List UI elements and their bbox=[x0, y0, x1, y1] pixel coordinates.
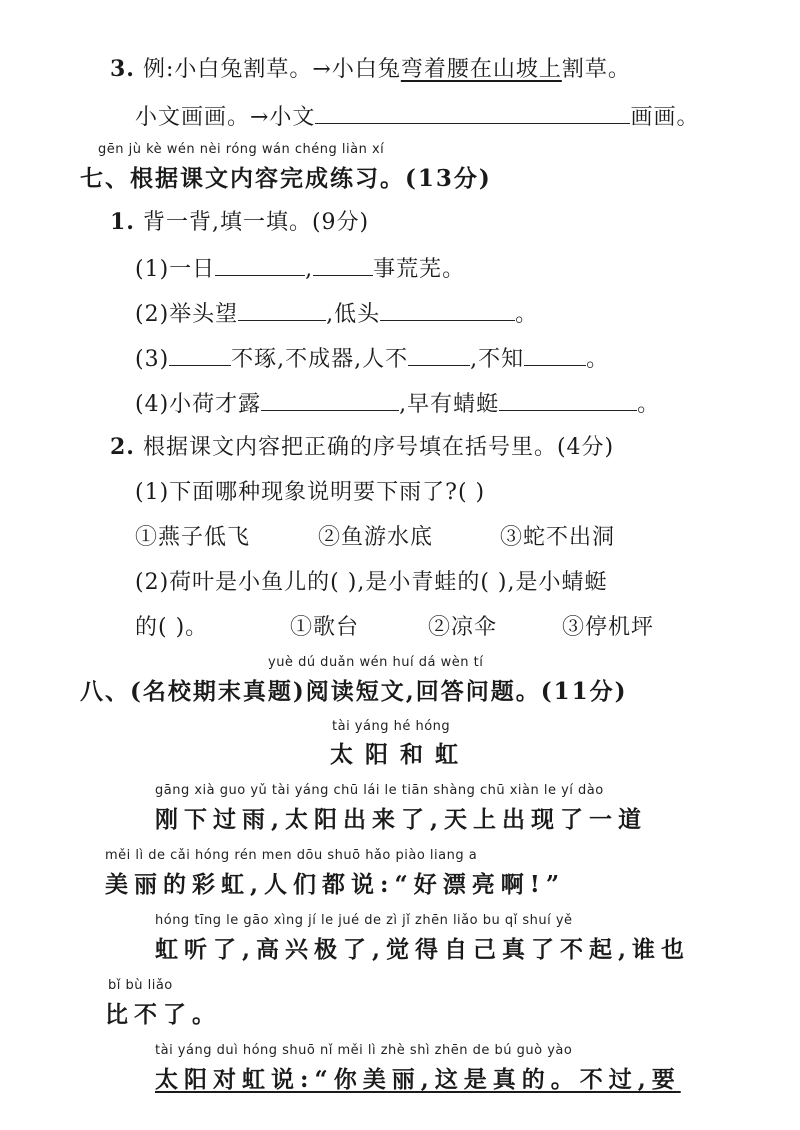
poem-text: 。 bbox=[637, 392, 661, 417]
poem-text: 。 bbox=[586, 347, 610, 372]
s7-q2-part2-line1: (2)荷叶是小鱼儿的( ),是小青蛙的( ),是小蜻蜓 bbox=[135, 570, 608, 595]
poem-text: 。 bbox=[515, 302, 539, 327]
s7-q1-line2 bbox=[135, 297, 538, 328]
story-p2-text: 美丽的彩虹,人们都说:“好漂亮啊!” bbox=[105, 871, 566, 898]
s7-q2-number: 2. bbox=[110, 434, 135, 460]
s7-q2-part2-line2 bbox=[135, 610, 208, 641]
s7-q2-part1: (1)下面哪种现象说明要下雨了?( ) bbox=[135, 480, 486, 505]
story-p3-pinyin: hóng tīng le gāo xìng jí le jué de zì jǐ zhēn liǎo bu qǐ shuí yě bbox=[155, 913, 573, 928]
answer-blank[interactable] bbox=[313, 253, 373, 276]
s7-q1-title bbox=[110, 205, 369, 236]
s8-heading: 八、(名校期末真题)阅读短文,回答问题。(11分) bbox=[80, 678, 628, 705]
s8-pinyin: yuè dú duǎn wén huí dá wèn tí bbox=[268, 655, 484, 670]
poem-text: (1)一日 bbox=[135, 257, 216, 282]
s6-q3-task-text-b: 画画。 bbox=[630, 105, 700, 130]
s7-q2-part1-option-1[interactable]: ①燕子低飞 bbox=[135, 525, 251, 550]
s7-q1-line1 bbox=[135, 252, 465, 283]
s7-q1-line3 bbox=[135, 342, 609, 373]
answer-blank[interactable] bbox=[408, 343, 470, 366]
story-p4-text: 比不了。 bbox=[105, 1001, 221, 1028]
poem-text: 不琢,不成器,人不 bbox=[231, 347, 409, 372]
answer-blank[interactable] bbox=[380, 298, 515, 321]
poem-text: 事荒芜。 bbox=[373, 257, 466, 282]
s7-q2-part2-text: 的( )。 bbox=[135, 615, 209, 640]
s6-q3-answer-blank[interactable] bbox=[315, 101, 630, 124]
s7-q2-title bbox=[110, 430, 614, 461]
poem-text: ,早有蜻蜓 bbox=[399, 392, 500, 417]
s7-q2-part2-option-3[interactable]: ③停机坪 bbox=[562, 615, 655, 640]
s6-q3-example-underlined: 弯着腰在山坡上 bbox=[400, 57, 562, 82]
s7-q1-line4 bbox=[135, 387, 660, 418]
answer-blank[interactable] bbox=[261, 388, 399, 411]
s6-q3-task-text-a: 小文画画。→小文 bbox=[135, 105, 316, 130]
s6-q3-example-text-a: 例:小白兔割草。→小白兔 bbox=[142, 57, 401, 82]
story-p4-pinyin: bǐ bù liǎo bbox=[108, 978, 173, 993]
poem-text: (4)小荷才露 bbox=[135, 392, 262, 417]
story-p1-pinyin: gāng xià guo yǔ tài yáng chū lái le tiān shàng chū xiàn le yí dào bbox=[155, 783, 604, 798]
answer-blank[interactable] bbox=[169, 343, 231, 366]
answer-blank[interactable] bbox=[238, 298, 326, 321]
poem-text: ,不知 bbox=[470, 347, 525, 372]
story-p5-underlined: 太阳对虹说:“你美丽,这是真的。不过,要 bbox=[155, 1066, 681, 1093]
poem-text: (3) bbox=[135, 347, 170, 372]
s7-q2-title-text: 根据课文内容把正确的序号填在括号里。(4分) bbox=[142, 435, 615, 460]
story-title-pinyin: tài yáng hé hóng bbox=[332, 719, 451, 734]
story-title: 太阳和虹 bbox=[330, 741, 470, 768]
story-p5-text bbox=[155, 1061, 681, 1094]
answer-blank[interactable] bbox=[524, 343, 586, 366]
poem-text: ,低头 bbox=[326, 302, 381, 327]
answer-blank[interactable] bbox=[499, 388, 637, 411]
s7-q2-part2-option-2[interactable]: ②凉伞 bbox=[428, 615, 498, 640]
answer-blank[interactable] bbox=[215, 253, 305, 276]
poem-text: (2)举头望 bbox=[135, 302, 239, 327]
s7-q2-part1-option-2[interactable]: ②鱼游水底 bbox=[318, 525, 434, 550]
s7-q2-part1-option-3[interactable]: ③蛇不出洞 bbox=[500, 525, 616, 550]
s7-q2-part2-option-1[interactable]: ①歌台 bbox=[290, 615, 360, 640]
story-p3-text: 虹听了,高兴极了,觉得自己真了不起,谁也 bbox=[155, 936, 691, 963]
poem-text: , bbox=[305, 257, 314, 282]
story-p1-text: 刚下过雨,太阳出来了,天上出现了一道 bbox=[155, 806, 648, 833]
story-p5-pinyin: tài yáng duì hóng shuō nǐ měi lì zhè shì zhēn de bú guò yào bbox=[155, 1043, 573, 1058]
s6-q3-task bbox=[135, 100, 699, 131]
s7-q1-number: 1. bbox=[110, 209, 135, 235]
s7-heading: 七、根据课文内容完成练习。(13分) bbox=[80, 165, 492, 192]
s6-q3-example-text-b: 割草。 bbox=[561, 57, 631, 82]
s7-q1-title-text: 背一背,填一填。(9分) bbox=[142, 210, 370, 235]
s7-pinyin: gēn jù kè wén nèi róng wán chéng liàn xí bbox=[98, 142, 385, 157]
s6-q3-number: 3. bbox=[110, 56, 135, 82]
story-p2-pinyin: měi lì de cǎi hóng rén men dōu shuō hǎo piào liang a bbox=[105, 848, 478, 863]
s6-q3-example bbox=[110, 52, 631, 83]
